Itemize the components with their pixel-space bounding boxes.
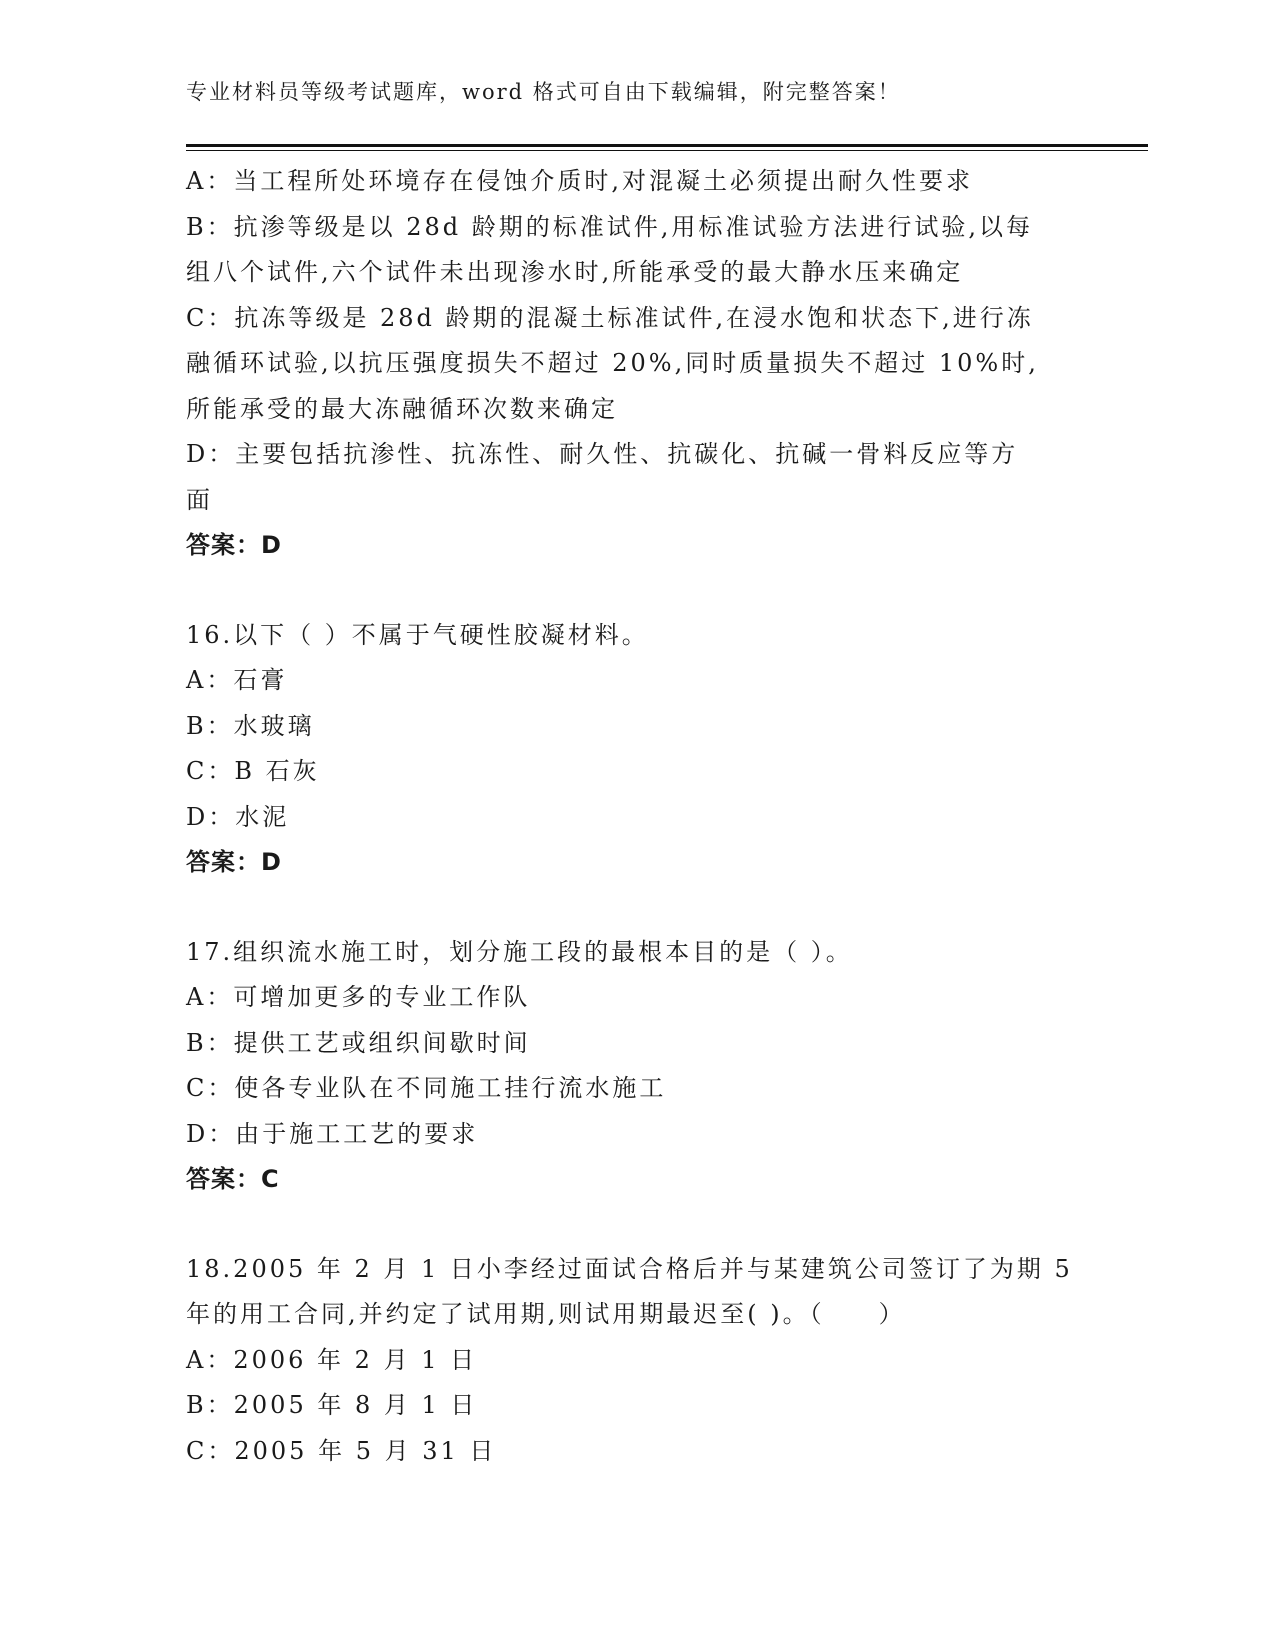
option-c: C：2005 年 5 月 31 日 — [186, 1436, 497, 1465]
option-c: C：B 石灰 — [186, 757, 320, 785]
question-text: 18.2005 年 2 月 1 日小李经过面试合格后并与某建筑公司签订了为期 5 — [186, 1254, 1073, 1283]
question-17 — [186, 930, 1086, 1203]
answer-15: 答案：D — [186, 531, 282, 559]
option-b: B：提供工艺或组织间歇时间 — [186, 1028, 531, 1057]
option-line: 组八个试件,六个试件未出现渗水时,所能承受的最大静水压来确定 — [186, 258, 964, 286]
option-d: D：水泥 — [186, 802, 290, 831]
header-rule-thin — [186, 150, 1148, 151]
header-rule-thick — [186, 144, 1148, 147]
question-text: 16.以下（ ）不属于气硬性胶凝材料。 — [186, 620, 649, 649]
answer-16: 答案：D — [186, 848, 282, 876]
option-line: 融循环试验,以抗压强度损失不超过 20%,同时质量损失不超过 10%时, — [186, 349, 1039, 377]
question-15-options — [186, 159, 1086, 569]
question-18 — [186, 1247, 1086, 1475]
option-a: A：可增加更多的专业工作队 — [186, 983, 531, 1011]
option-b: B：水玻璃 — [186, 711, 315, 740]
question-text: 17.组织流水施工时，划分施工段的最根本目的是（ ）。 — [186, 937, 853, 966]
option-a: A：2006 年 2 月 1 日 — [186, 1345, 478, 1374]
option-line: 所能承受的最大冻融循环次数来确定 — [186, 394, 618, 423]
answer-17: 答案：C — [186, 1165, 280, 1193]
option-d: D：由于施工工艺的要求 — [186, 1119, 479, 1148]
question-text: 年的用工合同,并约定了试用期,则试用期最迟至( )。（ ） — [186, 1300, 906, 1328]
option-line: C：抗冻等级是 28d 龄期的混凝土标准试件,在浸水饱和状态下,进行冻 — [186, 303, 1034, 332]
option-line: B：抗渗等级是以 28d 龄期的标准试件,用标准试验方法进行试验,以每 — [186, 212, 1034, 241]
option-a: A：石膏 — [186, 666, 288, 694]
option-b: B：2005 年 8 月 1 日 — [186, 1391, 478, 1419]
question-16 — [186, 613, 1086, 886]
option-c: C：使各专业队在不同施工挂行流水施工 — [186, 1074, 667, 1102]
option-line: D：主要包括抗渗性、抗冻性、耐久性、抗碳化、抗碱一骨料反应等方 — [186, 440, 1019, 468]
document-header: 专业材料员等级考试题库，word 格式可自由下载编辑，附完整答案！ — [186, 80, 901, 104]
option-line: 面 — [186, 485, 213, 514]
question-list — [186, 159, 1086, 1474]
option-line: A：当工程所处环境存在侵蚀介质时,对混凝土必须提出耐久性要求 — [186, 167, 973, 195]
